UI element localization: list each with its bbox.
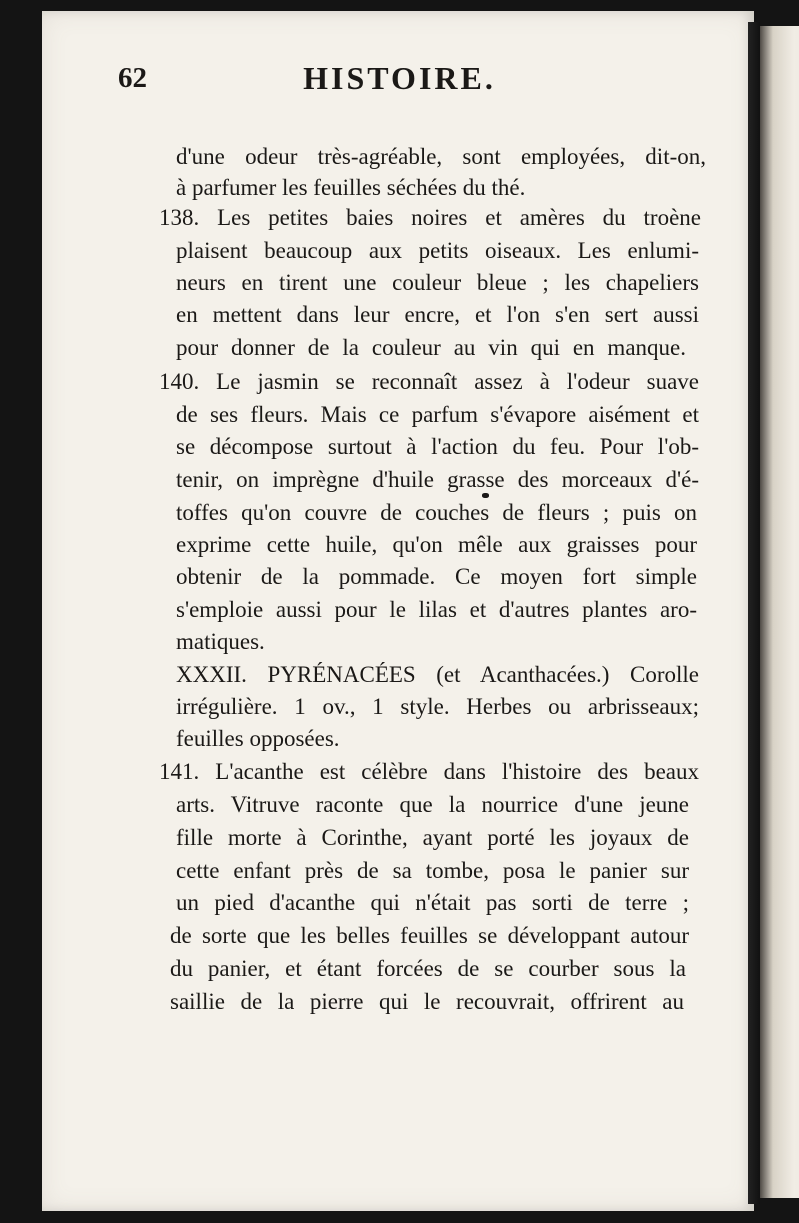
text-line-10: se décompose surtout à l'action du feu. Pour l'ob-	[176, 434, 699, 459]
text-line-5: neurs en tirent une couleur bleue ; les chapeliers	[176, 270, 699, 295]
text-line-11: tenir, on imprègne d'huile grasse des morceaux d'é-	[176, 467, 699, 492]
text-line-23: cette enfant près de sa tombe, posa le panier sur	[176, 858, 689, 883]
text-line-8: 140. Le jasmin se reconnaît assez à l'odeur suave	[159, 369, 699, 394]
page-number: 62	[118, 62, 147, 94]
text-line-7: pour donner de la couleur au vin qui en manque.	[176, 335, 686, 360]
text-line-9: de ses fleurs. Mais ce parfum s'évapore aisément et	[176, 402, 699, 427]
text-line-19: feuilles opposées.	[176, 726, 340, 751]
text-line-13: exprime cette huile, qu'on mêle aux graisses pour	[176, 532, 697, 557]
text-line-27: saillie de la pierre qui le recouvrait, offrirent au	[170, 989, 684, 1014]
ink-smudge	[482, 493, 489, 498]
running-head-text: HISTOIRE.	[303, 60, 496, 96]
text-line-16: matiques.	[176, 629, 265, 654]
text-line-6: en mettent dans leur encre, et l'on s'en sert aussi	[176, 302, 699, 327]
text-line-20: 141. L'acanthe est célèbre dans l'histoire des beaux	[159, 759, 699, 784]
text-line-3: 138. Les petites baies noires et amères du troène	[159, 205, 701, 230]
text-line-1: d'une odeur très-agréable, sont employées, dit-on,	[176, 144, 706, 169]
text-line-14: obtenir de la pommade. Ce moyen fort simple	[176, 564, 697, 589]
text-line-12: toffes qu'on couvre de couches de fleurs ; puis on	[176, 500, 697, 525]
text-line-17: XXXII. PYRÉNACÉES (et Acanthacées.) Corolle	[176, 662, 699, 687]
text-line-4: plaisent beaucoup aux petits oiseaux. Les enlumi-	[176, 238, 699, 263]
text-line-21: arts. Vitruve raconte que la nourrice d'une jeune	[176, 792, 689, 817]
text-line-22: fille morte à Corinthe, ayant porté les joyaux de	[176, 825, 689, 850]
text-line-26: du panier, et étant forcées de se courber sous la	[170, 956, 686, 981]
text-line-15: s'emploie aussi pour le lilas et d'autres plantes aro-	[176, 597, 697, 622]
text-line-24: un pied d'acanthe qui n'était pas sorti de terre ;	[176, 890, 689, 915]
text-line-2: à parfumer les feuilles séchées du thé.	[176, 175, 526, 200]
text-line-25: de sorte que les belles feuilles se développant autour	[170, 923, 689, 948]
running-head	[0, 60, 799, 97]
text-line-18: irrégulière. 1 ov., 1 style. Herbes ou arbrisseaux;	[176, 694, 699, 719]
